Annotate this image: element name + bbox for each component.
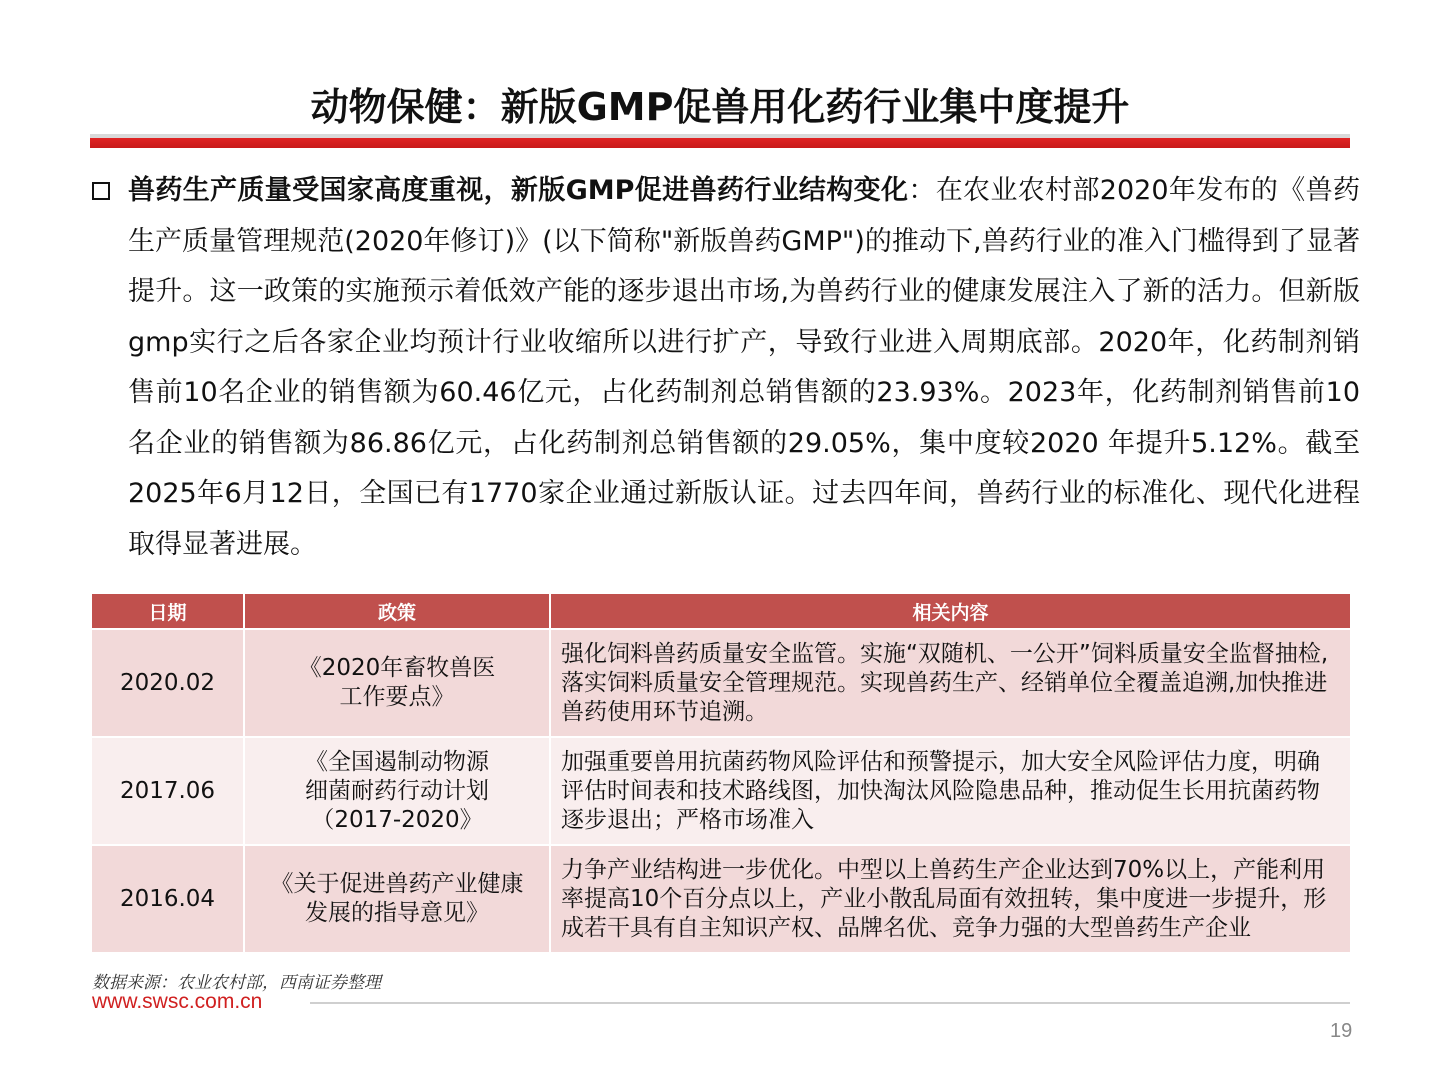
bullet-lead: 兽药生产质量受国家高度重视，新版GMP促进兽药行业结构变化 xyxy=(128,175,909,206)
header-content: 相关内容 xyxy=(550,593,1351,629)
bullet-body: ：在农业农村部2020年发布的《兽药生产质量管理规范(2020年修订)》(以下简称"新版兽药GMP")的推动下,兽药行业的准入门槛得到了显著提升。这一政策的实施预示着低效产能的逐步退出市场,为兽药行业的健康发展注入了新的活力。但新版gmp实行之后各家企业均预计行业收缩所以进行扩产，导致行业进入周期底部。2020年，化药制剂销售前10名企业的销售额为60.46亿元，占化药制剂总销售额的23.93%。2023年，化药制剂销售前10名企业的销售额为86.86亿元，占化药制剂总销售额的29.05%，集中度较2020 年提升5.12%。截至2025年6月12日，全国已有1770家企业通过新版认证。过去四年间，兽药行业的标准化、现代化进程取得显著进展。 xyxy=(128,175,1360,560)
header-policy: 政策 xyxy=(244,593,550,629)
table-header-row xyxy=(91,593,1351,629)
row-date: 2017.06 xyxy=(91,737,244,845)
checkbox-bullet-icon xyxy=(92,182,110,200)
page-title: 动物保健：新版GMP促兽用化药行业集中度提升 xyxy=(310,85,1130,129)
row-date: 2020.02 xyxy=(91,629,244,737)
row-policy: 《2020年畜牧兽医 工作要点》 xyxy=(244,629,550,737)
table-row xyxy=(91,845,1351,953)
row-content: 力争产业结构进一步优化。中型以上兽药生产企业达到70%以上，产能利用率提高10个百分点以上，产业小散乱局面有效扭转，集中度进一步提升，形成若干具有自主知识产权、品牌名优、竞争力强的大型兽药生产企业 xyxy=(550,845,1351,953)
page-number: 19 xyxy=(1330,1020,1353,1042)
policy-table xyxy=(90,592,1352,954)
header-date: 日期 xyxy=(91,593,244,629)
row-policy: 《关于促进兽药产业健康 发展的指导意见》 xyxy=(244,845,550,953)
title-underline-bar xyxy=(90,134,1350,148)
row-policy: 《全国遏制动物源 细菌耐药行动计划 （2017-2020》 xyxy=(244,737,550,845)
data-source-note: 数据来源：农业农村部，西南证券整理 xyxy=(92,973,381,993)
row-content: 加强重要兽用抗菌药物风险评估和预警提示，加大安全风险评估力度，明确评估时间表和技术路线图，加快淘汰风险隐患品种，推动促生长用抗菌药物逐步退出；严格市场准入 xyxy=(550,737,1351,845)
table-row xyxy=(91,737,1351,845)
row-date: 2016.04 xyxy=(91,845,244,953)
row-content: 强化饲料兽药质量安全监管。实施“双随机、一公开”饲料质量安全监督抽检,落实饲料质量安全管理规范。实现兽药生产、经销单位全覆盖追溯,加快推进兽药使用环节追溯。 xyxy=(550,629,1351,737)
table-row xyxy=(91,629,1351,737)
footer-divider xyxy=(310,1002,1350,1004)
bullet-paragraph xyxy=(92,166,1360,570)
bullet-text xyxy=(128,166,1360,570)
website-link[interactable]: www.swsc.com.cn xyxy=(92,990,263,1013)
